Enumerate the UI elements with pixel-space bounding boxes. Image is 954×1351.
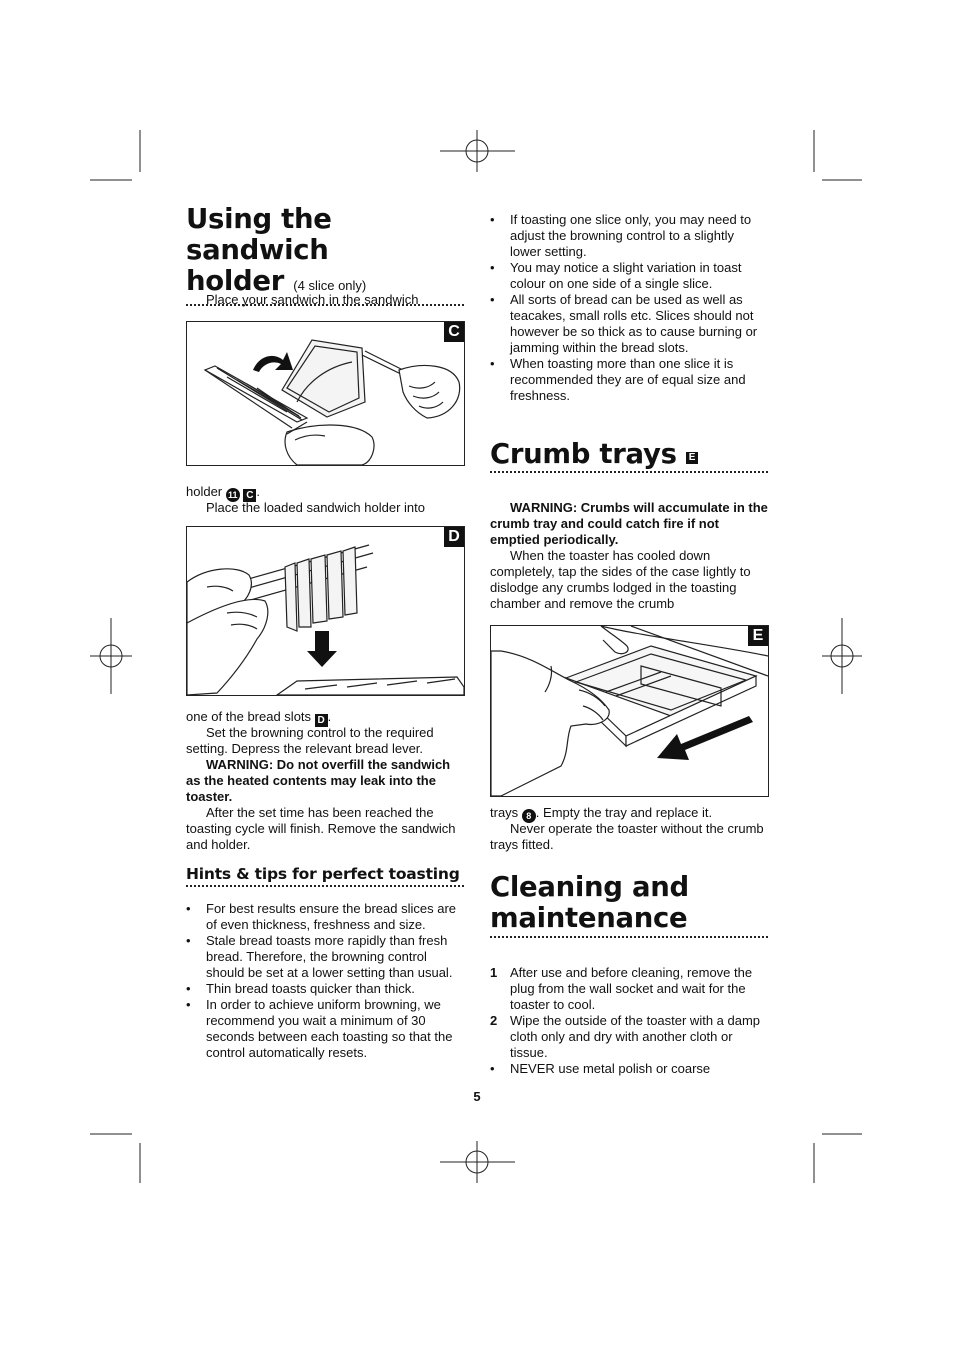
hint-text: For best results ensure the bread slices are of even thickness, freshness and size. <box>206 901 457 932</box>
tip-item: • When toasting more than one slice it is recommended they are of equal size and freshness. <box>490 356 746 403</box>
tip-text: You may notice a slight variation in toast colour on one side of a single slice. <box>510 260 742 291</box>
crumb-underline <box>490 471 768 473</box>
figure-e-label: E <box>748 626 768 646</box>
cleaning-step <box>490 1013 768 1061</box>
figure-ref-c: C <box>243 489 256 502</box>
hint-text: Thin bread toasts quicker than thick. <box>206 981 415 996</box>
warning-crumbs: WARNING: Crumbs will accumulate in the crumb tray and could catch fire if not emptied periodically. <box>490 500 768 547</box>
tip-text: All sorts of bread can be used as well as teacakes, small rolls etc. Slices should not however be so thick as to cause burning or jamming within the bread slots. <box>510 292 758 355</box>
hint-text: In order to achieve uniform browning, we recommend you wait a minimum of 30 seconds between each toasting so that the control automatically resets. <box>206 997 453 1060</box>
title-sub: (4 slice only) <box>293 278 367 293</box>
paragraph-place-loaded: Place the loaded sandwich holder into <box>206 500 425 515</box>
sandwich-holder-illustration <box>187 322 464 465</box>
hints-underline <box>186 885 464 887</box>
tip-text: When toasting more than one slice it is recommended they are of equal size and freshness. <box>510 356 746 403</box>
holder-text: holder <box>186 484 223 499</box>
tip-item: • You may notice a slight variation in toast colour on one side of a single slice. <box>490 260 742 291</box>
trays-text-end: . Empty the tray and replace it. <box>535 805 713 820</box>
crumb-tray-illustration <box>491 626 768 796</box>
paragraph-never-operate: Never operate the toaster without the crumb trays fitted. <box>490 821 764 852</box>
trays-text: trays <box>490 805 519 820</box>
left-column <box>186 204 464 306</box>
callout-circle-8: 8 <box>522 809 536 823</box>
bread-slots-text: one of the bread slots <box>186 709 312 724</box>
cleaning-underline <box>490 936 768 938</box>
step-number: 2 <box>490 1013 498 1028</box>
hint-text: Stale bread toasts more rapidly than fresh bread. Therefore, the browning control should be set at a lower setting than usual. <box>206 933 453 980</box>
step-number: 1 <box>490 965 498 980</box>
cleaning-steps <box>490 965 768 1077</box>
bread-slots-period: . <box>327 709 332 724</box>
figure-c-label: C <box>444 322 464 342</box>
step-text: After use and before cleaning, remove the plug from the wall socket and wait for the toaster to cool. <box>510 965 753 1012</box>
hints-heading <box>186 865 464 887</box>
paragraph-after-time: After the set time has been reached the toasting cycle will finish. Remove the sandwich and holder. <box>186 805 456 852</box>
cleaning-bullet-text: NEVER use metal polish or coarse <box>510 1061 711 1076</box>
hints-list <box>186 901 464 1061</box>
title-line-2: holder <box>186 265 284 297</box>
title-line-1: Using the sandwich <box>186 203 332 266</box>
hints-title: Hints & tips for perfect toasting <box>186 865 460 883</box>
cleaning-heading <box>490 872 768 938</box>
holder-period: . <box>256 484 261 499</box>
step-text: Wipe the outside of the toaster with a damp cloth only and dry with another cloth or tissue. <box>510 1013 761 1060</box>
tip-text: If toasting one slice only, you may need to adjust the browning control to a slightly lower setting. <box>510 212 752 259</box>
hint-item: • In order to achieve uniform browning, we recommend you wait a minimum of 30 seconds between each toasting so that the control automatically resets. <box>186 997 453 1060</box>
cleaning-step <box>490 965 768 1013</box>
callout-circle-11: 11 <box>226 488 240 502</box>
figure-ref-d: D <box>315 714 328 727</box>
figure-d-label: D <box>444 527 464 547</box>
paragraph-cooled-down: When the toaster has cooled down completely, tap the sides of the case lightly to dislodge any crumbs lodged in the toasting chamber and remove the crumb <box>490 548 751 611</box>
insert-holder-illustration <box>187 527 464 695</box>
page-number: 5 <box>473 1089 481 1104</box>
cleaning-title-line-1: Cleaning and <box>490 871 689 903</box>
paragraph-place-sandwich: Place your sandwich in the sandwich <box>206 292 419 307</box>
figure-d <box>186 526 465 696</box>
figure-c <box>186 321 465 466</box>
tip-item: • All sorts of bread can be used as well as teacakes, small rolls etc. Slices should not however be so thick as to cause burning or jamming within the bread slots. <box>490 292 758 355</box>
section-title-sandwich-holder <box>186 204 464 301</box>
hint-item: • For best results ensure the bread slices are of even thickness, freshness and size. <box>186 901 457 932</box>
cleaning-bullet: • NEVER use metal polish or coarse <box>490 1061 711 1076</box>
hint-item: • Stale bread toasts more rapidly than fresh bread. Therefore, the browning control should be set at a lower setting than usual. <box>186 933 453 980</box>
crumb-trays-heading <box>490 439 768 473</box>
figure-e <box>490 625 769 797</box>
figure-ref-e-heading: E <box>686 452 698 464</box>
tip-item: • If toasting one slice only, you may need to adjust the browning control to a slightly lower setting. <box>490 212 752 259</box>
warning-overfill: WARNING: Do not overfill the sandwich as the heated contents may leak into the toaster. <box>186 757 451 804</box>
hint-item: • Thin bread toasts quicker than thick. <box>186 981 415 996</box>
tips-list-continued <box>490 212 768 404</box>
crumb-trays-title: Crumb trays <box>490 438 677 470</box>
cleaning-title-line-2: maintenance <box>490 902 688 934</box>
paragraph-browning: Set the browning control to the required setting. Depress the relevant bread lever. <box>186 725 434 756</box>
